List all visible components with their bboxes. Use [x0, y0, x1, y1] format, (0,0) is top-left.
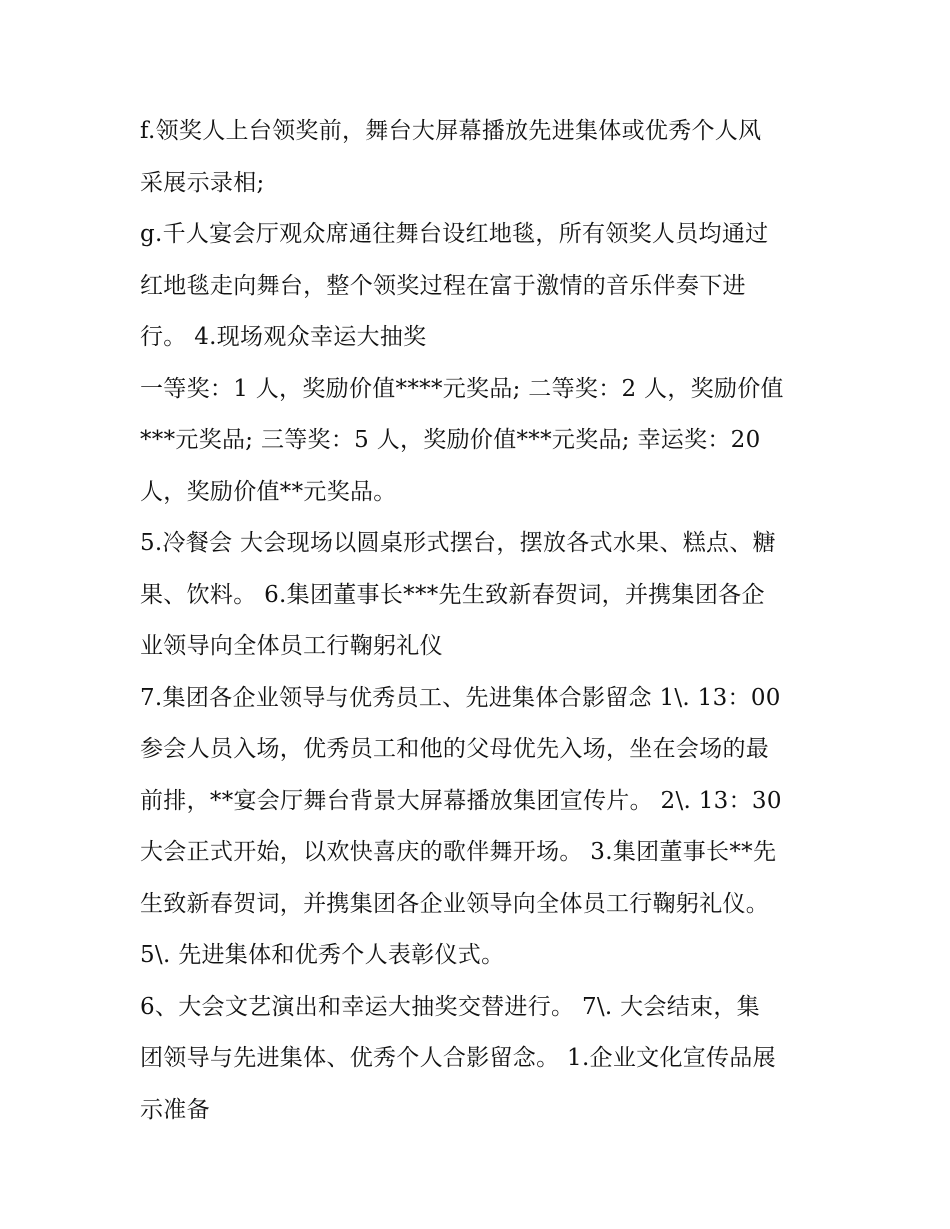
text-line: 果、饮料。 6.集团董事长***先生致新春贺词，并携集团各企: [140, 581, 765, 608]
text-line: 红地毯走向舞台，整个领奖过程在富于激情的音乐伴奏下进: [140, 272, 746, 299]
text-line: 5\. 先进集体和优秀个人表彰仪式。: [140, 942, 505, 968]
text-line: ***元奖品; 三等奖：5 人，奖励价值***元奖品; 幸运奖：20: [140, 427, 761, 453]
text-line: 5.冷餐会 大会现场以圆桌形式摆台，摆放各式水果、糕点、糖: [140, 530, 776, 556]
text-line: 参会人员入场，优秀员工和他的父母优先入场，坐在会场的最: [140, 736, 770, 762]
text-line: 团领导与先进集体、优秀个人合影留念。 1.企业文化宣传品展: [140, 1045, 776, 1071]
text-line: 人，奖励价值**元奖品。: [140, 478, 397, 505]
text-line: 采展示录相;: [140, 169, 265, 196]
text-line: 业领导向全体员工行鞠躬礼仪: [140, 633, 443, 659]
text-line: 示准备: [140, 1096, 210, 1123]
text-line: 7.集团各企业领导与优秀员工、先进集体合影留念 1\. 13：00: [140, 684, 781, 711]
text-line: 生致新春贺词，并携集团各企业领导向全体员工行鞠躬礼仪。: [140, 890, 770, 917]
text-line: g.千人宴会厅观众席通往舞台设红地毯，所有领奖人员均通过: [140, 221, 769, 247]
text-line: 6、大会文艺演出和幸运大抽奖交替进行。 7\. 大会结束，集: [140, 993, 760, 1020]
text-line: 行。 4.现场观众幸运大抽奖: [140, 324, 427, 350]
text-line: 大会正式开始，以欢快喜庆的歌伴舞开场。 3.集团董事长**先: [140, 839, 777, 865]
body-text: [140, 106, 820, 1136]
text-line: 前排，**宴会厅舞台背景大屏幕播放集团宣传片。 2\. 13：30: [140, 787, 782, 814]
text-line: f.领奖人上台领奖前，舞台大屏幕播放先进集体或优秀个人风: [140, 118, 762, 144]
text-line: 一等奖：1 人，奖励价值****元奖品; 二等奖：2 人，奖励价值: [140, 375, 784, 402]
